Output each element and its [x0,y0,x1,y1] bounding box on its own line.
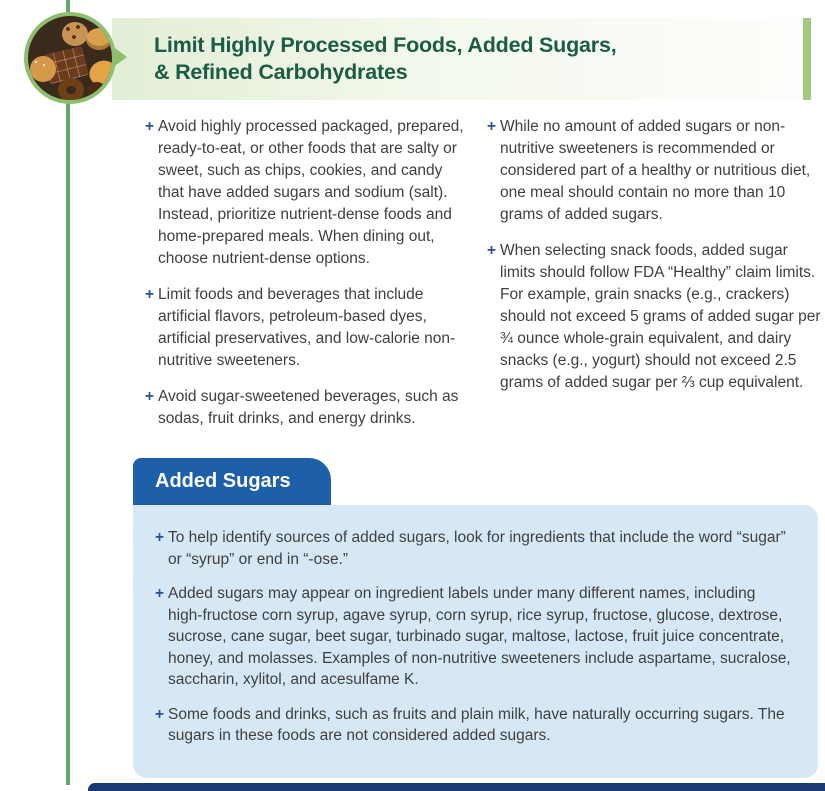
list-item [155,583,792,691]
section-header-banner [112,18,803,100]
cookie-icon [62,22,88,46]
bagel-icon [86,28,112,50]
next-section-bar [88,783,825,791]
bullet-text: Added sugars may appear on ingredient labels under many different names, including high-fructose corn syrup, agave syrup, corn syrup, rice syrup, fructose, glucose, dextrose, sucrose, cane sugar, beet sugar, turbinado sugar, maltose, lactose, fruit juice concentrate, honey, and molasses. Examples of non-nutritive sweeteners include aspartame, sucralose, saccharin, xylitol, and acesulfame K. [168,585,791,688]
bullet-text: To help identify sources of added sugars, look for ingredients that include the word “sugar” or “syrup” or end in “-ose.” [168,529,786,568]
bullet-text: Avoid sugar-sweetened beverages, such as sodas, fruit drinks, and energy drinks. [158,388,459,427]
bullet-text: Limit foods and beverages that include artificial flavors, petroleum-based dyes, artificial preservatives, and low-calorie non-nutritive sweeteners. [158,286,456,369]
plus-bullet-icon: + [155,705,165,723]
list-item [145,284,469,372]
chocolate-piece-icon [88,82,106,98]
burger-bun-icon [30,56,56,82]
list-item [145,386,469,430]
added-sugars-heading: Added Sugars [155,470,291,492]
bullet-text: When selecting snack foods, added sugar limits should follow FDA “Healthy” claim limits. For example, grain snacks (e.g., crackers) should not exceed 5 grams of added sugar per ¾ ounce whole-grain equivalent, and dairy snacks (e.g., yogurt) should not exceed 2.5 grams of added sugar per ⅔ cup equivalent. [500,242,821,391]
list-item [487,240,821,394]
junk-food-photo [24,12,116,104]
bullet-column-left [145,116,469,444]
page-title-line-1: Limit Highly Processed Foods, Added Sugars, [154,32,617,57]
plus-bullet-icon: + [145,118,155,135]
plus-bullet-icon: + [487,118,497,135]
bullet-text: Some foods and drinks, such as fruits and plain milk, have naturally occurring sugars. The sugars in these foods are not considered added sugars. [168,705,785,744]
list-item [487,116,821,226]
added-sugars-callout-box [133,505,818,778]
bullet-text: Avoid highly processed packaged, prepared, ready-to-eat, or other foods that are salty or sweet, such as chips, cookies, and candy that have added sugars and sodium (salt). Instead, prioritize nutrient-dense foods and home-prepared meals. When dining out, choose nutrient-dense options. [158,118,464,267]
plus-bullet-icon: + [145,286,155,303]
plus-bullet-icon: + [487,242,497,259]
plus-bullet-icon: + [145,388,155,405]
plus-bullet-icon: + [155,585,165,602]
list-item [145,116,469,270]
page-title-line-2: & Refined Carbohydrates [154,60,408,84]
bullet-text: While no amount of added sugars or non-nutritive sweeteners is recommended or considered part of a healthy or nutritious diet, one meal should contain no more than 10 grams of added sugars. [500,118,811,223]
header-accent-bar [803,18,811,100]
added-sugars-tab [133,458,331,505]
list-item [155,704,792,747]
donut-icon [58,78,84,102]
bullet-column-right [487,116,821,408]
list-item [155,527,792,570]
timeline-line [66,0,70,785]
plus-bullet-icon: + [155,529,165,546]
